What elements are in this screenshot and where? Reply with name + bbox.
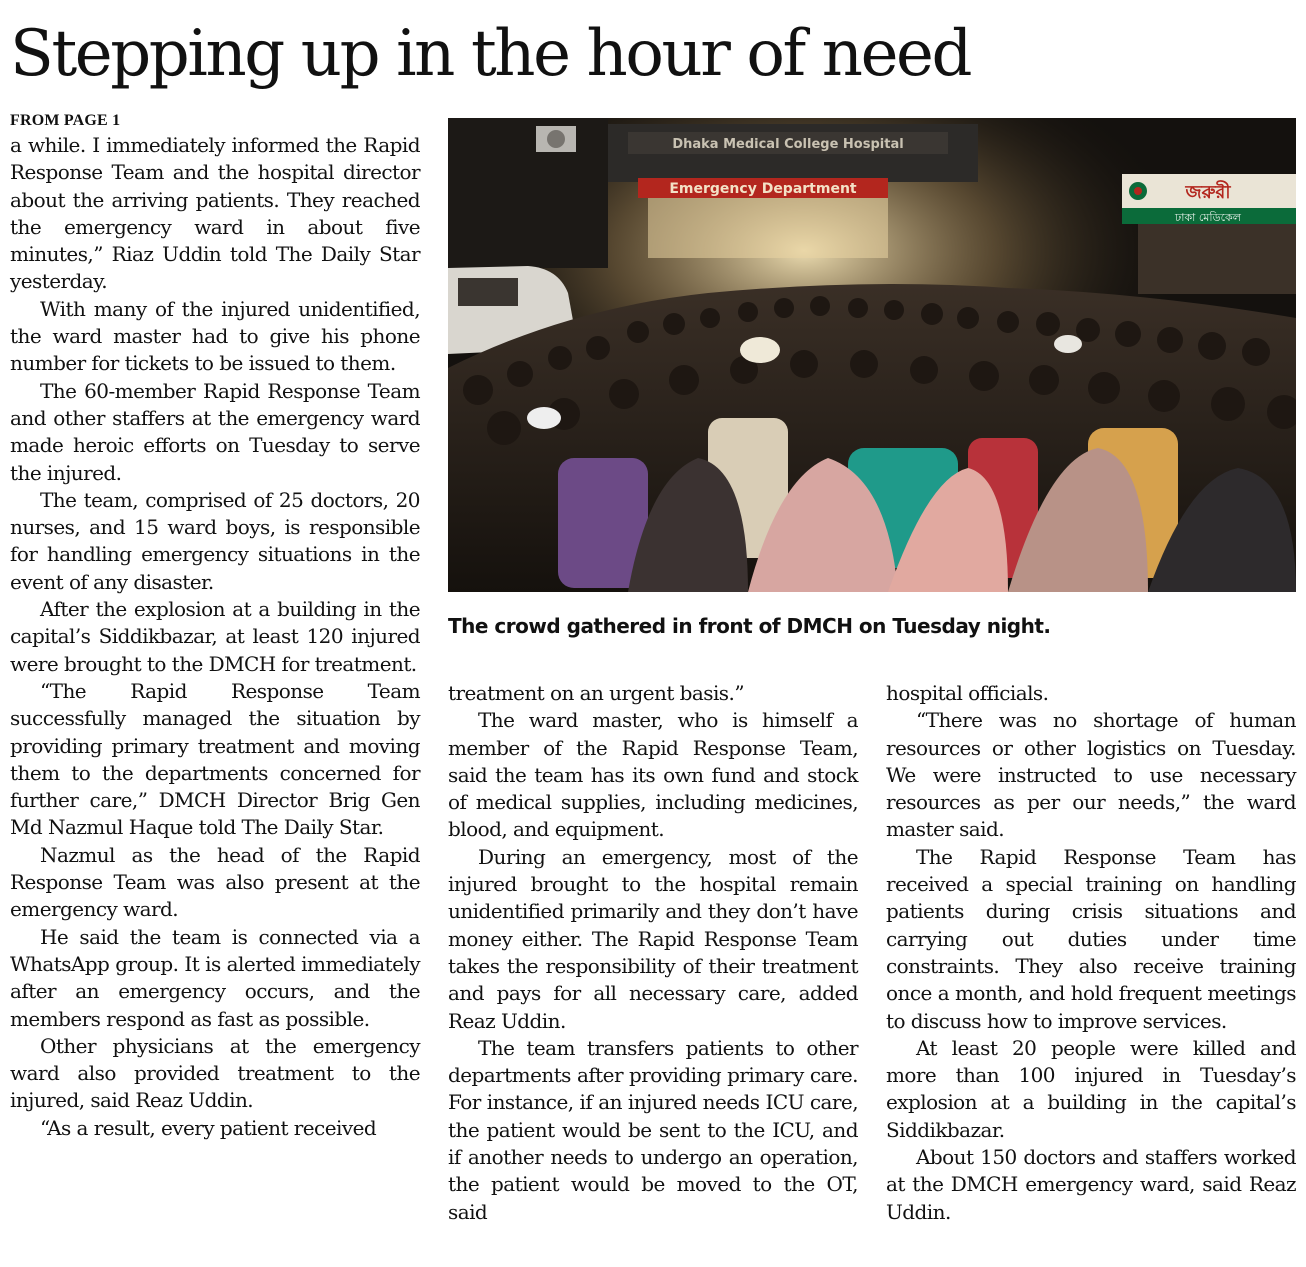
headline: Stepping up in the hour of need: [10, 17, 971, 91]
paragraph: The team, comprised of 25 doctors, 20 nurses, and 15 ward boys, is responsible for handling emergency situations in the event of any disaster.: [10, 487, 420, 594]
emergency-sign: Emergency Department: [669, 181, 857, 197]
paragraph: At least 20 people were killed and more than 100 injured in Tuesday’s explosion at a building in the capital’s Siddikbazar.: [886, 1035, 1296, 1142]
paragraph: During an emergency, most of the injured brought to the hospital remain unidentified primarily and they don’t have money either. The Rapid Response Team takes the responsibility of their treatment and pays for all necessary care, added Reaz Uddin.: [448, 844, 858, 1033]
paragraph: “There was no shortage of human resources or other logistics on Tuesday. We were instructed to use necessary resources as per our needs,” the ward master said.: [886, 708, 1296, 842]
paragraph: hospital officials.: [886, 681, 1049, 705]
kicker-from-page-1: FROM PAGE 1: [10, 112, 121, 129]
shop-sign-bangla: জরুরী: [1185, 182, 1231, 203]
shop-sign-bangla-2: ঢাকা মেডিকেল: [1175, 211, 1241, 224]
article-column-3: [886, 680, 1296, 1260]
paragraph: The 60-member Rapid Response Team and other staffers at the emergency ward made heroic efforts on Tuesday to serve the injured.: [10, 378, 420, 485]
paragraph: The ward master, who is himself a member of the Rapid Response Team, said the team has its own fund and stock of medical supplies, including medicines, blood, and equipment.: [448, 708, 858, 842]
article-column-2: [448, 680, 858, 1260]
paragraph: The team transfers patients to other departments after providing primary care. For instance, if an injured needs ICU care, the patient would be sent to the ICU, and if another needs to undergo an operation, the patient would be moved to the OT, said: [448, 1035, 858, 1224]
crowd-photo: [448, 118, 1296, 592]
paragraph: With many of the injured unidentified, the ward master had to give his phone number for tickets to be issued to them.: [10, 296, 420, 376]
paragraph: treatment on an urgent basis.”: [448, 681, 745, 705]
paragraph: a while. I immediately informed the Rapid Response Team and the hospital director about the arriving patients. They reached the emergency ward in about five minutes,” Riaz Uddin told The Daily Star yesterday.: [10, 133, 420, 294]
paragraph: Other physicians at the emergency ward also provided treatment to the injured, said Reaz Uddin.: [10, 1033, 420, 1113]
paragraph: The Rapid Response Team has received a special training on handling patients during crisis situations and carrying out duties under time constraints. They also receive training once a month, and hold frequent meetings to discuss how to improve services.: [886, 844, 1296, 1033]
building-sign: Dhaka Medical College Hospital: [672, 137, 904, 152]
article-column-1: [10, 132, 420, 1257]
paragraph: “The Rapid Response Team successfully managed the situation by providing primary treatment and moving them to the departments concerned for further care,” DMCH Director Brig Gen Md Nazmul Haque told The Daily Star.: [10, 678, 420, 840]
paragraph: About 150 doctors and staffers worked at the DMCH emergency ward, said Reaz Uddin.: [886, 1145, 1296, 1224]
paragraph: After the explosion at a building in the capital’s Siddikbazar, at least 120 injured were brought to the DMCH for treatment.: [10, 597, 420, 676]
paragraph: “As a result, every patient received: [40, 1115, 377, 1140]
paragraph: He said the team is connected via a WhatsApp group. It is alerted immediately after an emergency occurs, and the members respond as fast as possible.: [10, 924, 420, 1031]
photo-caption: The crowd gathered in front of DMCH on Tuesday night.: [448, 614, 1051, 638]
paragraph: Nazmul as the head of the Rapid Response Team was also present at the emergency ward.: [10, 842, 420, 922]
